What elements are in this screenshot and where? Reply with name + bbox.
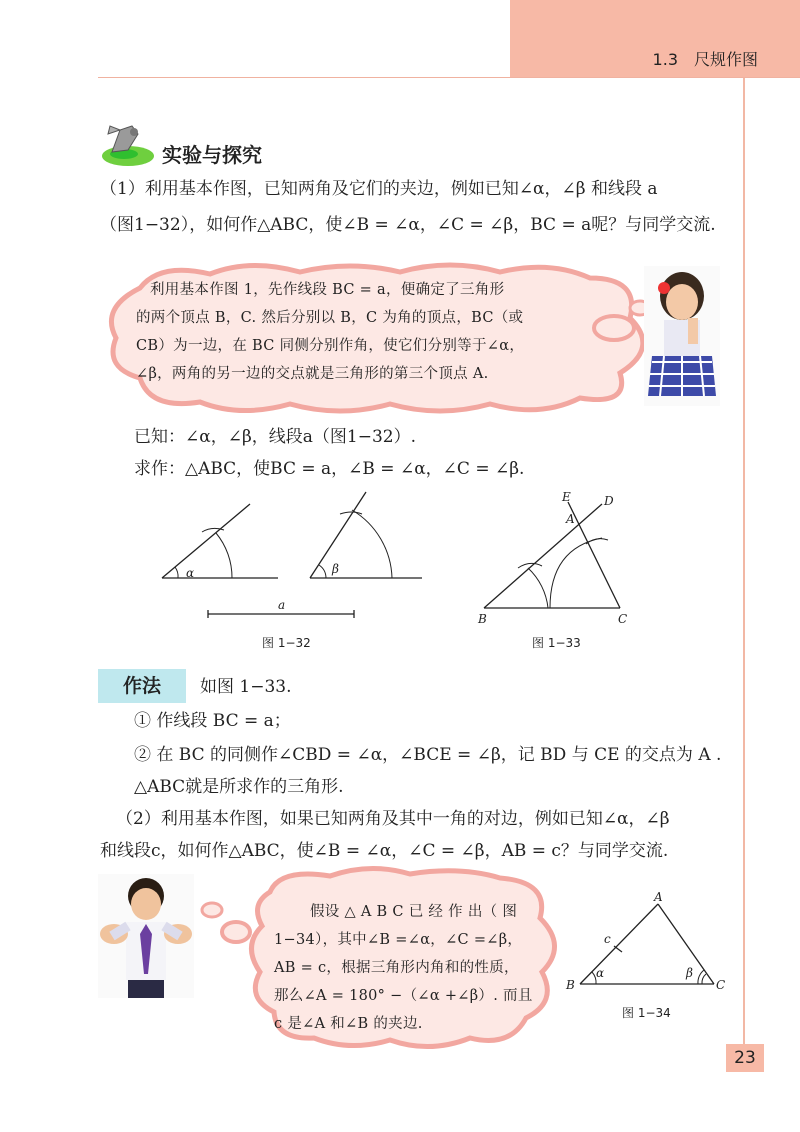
fig32-a-label: a <box>278 598 286 612</box>
fig33-E-label: E <box>562 490 571 504</box>
fig34-c-label: c <box>604 932 611 946</box>
figure-1-33 <box>470 488 640 628</box>
fig34-B-label: B <box>566 978 575 992</box>
fig34-alpha-label: α <box>596 966 605 980</box>
fig34-A-label: A <box>654 890 663 904</box>
problem2-line1: （2）利用基本作图，如果已知两角及其中一角的对边，例如已知∠α，∠β <box>116 809 670 829</box>
fig32-alpha-label: α <box>186 566 195 580</box>
bubble1-line1: 利用基本作图 1，先作线段 BC = a，便确定了三角形 <box>150 282 505 298</box>
bubble2-line3: AB = c，根据三角形内角和的性质， <box>274 960 519 976</box>
method-step1: ① 作线段 BC = a； <box>134 711 291 731</box>
bubble1-line3: CB）为一边，在 BC 同侧分别作角，使它们分别等于∠α， <box>136 338 525 354</box>
fig32-beta-label: β <box>332 562 339 576</box>
student-girl-illustration <box>644 266 720 406</box>
experiment-icon <box>98 120 158 170</box>
page-number: 23 <box>726 1044 764 1072</box>
method-intro: 如图 1−33. <box>200 677 292 697</box>
given-statement: 已知：∠α，∠β，线段a（图1−32）. <box>134 427 417 447</box>
fig33-B-label: B <box>478 612 487 626</box>
bubble2-line4: 那么∠A = 180° −（∠α +∠β）. 而且 <box>274 988 533 1004</box>
bubble1-line2: 的两个顶点 B，C. 然后分别以 B，C 为角的顶点，BC（或 <box>136 310 524 326</box>
fig33-C-label: C <box>618 612 628 626</box>
problem1-line2: （图1−32），如何作△ABC，使∠B = ∠α，∠C = ∠β，BC = a呢？与同学交流. <box>100 215 716 235</box>
header-divider <box>98 77 800 78</box>
fig34-caption: 图 1−34 <box>622 1006 671 1020</box>
bubble2-line5: c 是∠A 和∠B 的夹边. <box>274 1016 423 1032</box>
section-title: 实验与探究 <box>162 143 262 167</box>
fig33-A-label: A <box>566 512 575 526</box>
method-conclusion: △ABC就是所求作的三角形. <box>134 777 344 797</box>
header-title: 1.3 尺规作图 <box>652 50 758 69</box>
problem1-line1: （1）利用基本作图，已知两角及它们的夹边，例如已知∠α，∠β 和线段 a <box>100 179 658 199</box>
problem2-line2: 和线段c，如何作△ABC，使∠B = ∠α，∠C = ∠β，AB = c？与同学交流. <box>100 841 669 861</box>
figure-1-32 <box>150 488 440 628</box>
method-label: 作法 <box>98 669 186 703</box>
margin-rule <box>743 78 745 1072</box>
bubble2-line2: 1−34），其中∠B =∠α，∠C =∠β， <box>274 932 523 948</box>
fig33-D-label: D <box>604 494 614 508</box>
fig34-beta-label: β <box>686 966 693 980</box>
construct-statement: 求作：△ABC，使BC = a，∠B = ∠α，∠C = ∠β. <box>134 459 525 479</box>
method-step2: ② 在 BC 的同侧作∠CBD = ∠α，∠BCE = ∠β，记 BD 与 CE 的交点为 A . <box>134 745 722 765</box>
fig33-caption: 图 1−33 <box>532 636 581 650</box>
bubble1-line4: ∠β，两角的另一边的交点就是三角形的第三个顶点 A. <box>136 366 489 382</box>
fig34-C-label: C <box>716 978 726 992</box>
figure-1-34 <box>570 890 730 1000</box>
fig32-caption: 图 1−32 <box>262 636 311 650</box>
bubble2-line1: 假设 △ A B C 已 经 作 出（ 图 <box>310 904 518 920</box>
student-boy-illustration <box>98 874 194 998</box>
